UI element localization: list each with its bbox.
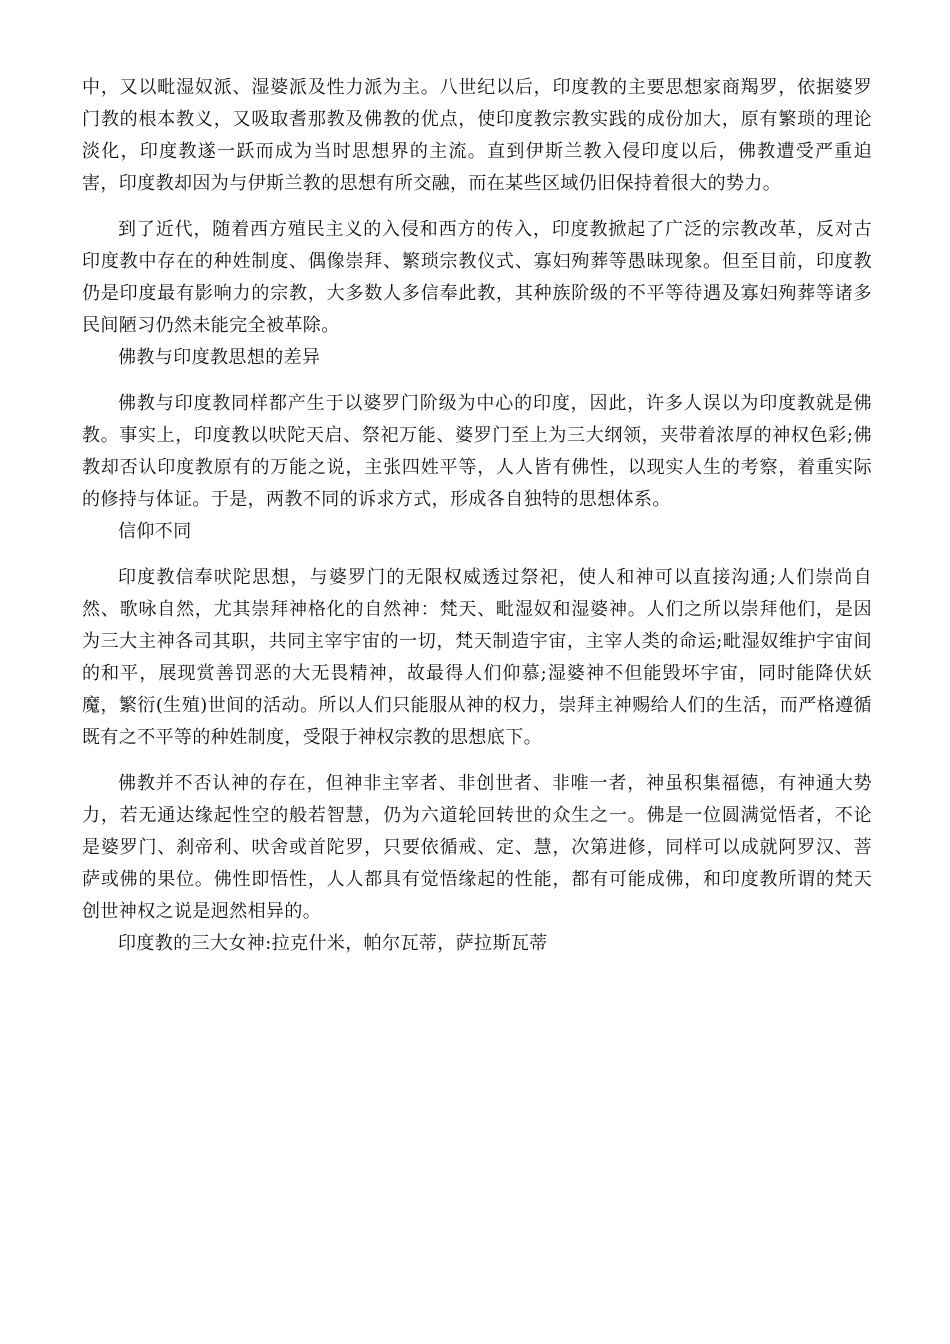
paragraph-buddhist-faith: 佛教并不否认神的存在，但神非主宰者、非创世者、非唯一者，神虽积集福德，有神通大势力，若无通达缘起性空的般若智慧，仍为六道轮回转世的众生之一。佛是一位圆满觉悟者，不论是婆罗门、刹帝利、吠舍或首陀罗，只要依循戒、定、慧，次第进修，同样可以成就阿罗汉、菩萨或佛的果位。佛性即悟性，人人都具有觉悟缘起的性能，都有可能成佛，和印度教所谓的梵天创世神权之说是迥然相异的。 bbox=[82, 773, 872, 922]
paragraph-hinduism-history: 中，又以毗湿奴派、湿婆派及性力派为主。八世纪以后，印度教的主要思想家商羯罗，依据婆罗门教的根本教义，又吸取耆那教及佛教的优点，使印度教宗教实践的成份加大，原有繁琐的理论淡化，印度教遂一跃而成为当时思想界的主流。直到伊斯兰教入侵印度以后，佛教遭受严重迫害，印度教却因为与伊斯兰教的思想有所交融，而在某些区域仍旧保持着很大的势力。 bbox=[82, 77, 872, 194]
paragraph-modern-reform: 到了近代，随着西方殖民主义的入侵和西方的传入，印度教掀起了广泛的宗教改革，反对古印度教中存在的种姓制度、偶像崇拜、繁琐宗教仪式、寡妇殉葬等愚昧现象。但至目前，印度教仍是印度最有影响力的宗教，大多数人多信奉此教，其种族阶级的不平等待遇及寡妇殉葬等诸多民间陋习仍然未能完全被革除。 bbox=[82, 219, 872, 336]
section-heading-goddesses: 印度教的三大女神:拉克什米，帕尔瓦蒂，萨拉斯瓦蒂 bbox=[118, 933, 548, 954]
section-heading-differences: 佛教与印度教思想的差异 bbox=[118, 347, 321, 368]
document-page bbox=[82, 72, 872, 960]
paragraph-differences: 佛教与印度教同样都产生于以婆罗门阶级为中心的印度，因此，许多人误以为印度教就是佛教。事实上，印度教以吠陀天启、祭祀万能、婆罗门至上为三大纲领，夹带着浓厚的神权色彩;佛教却否认印度教原有的万能之说，主张四姓平等，人人皆有佛性，以现实人生的考察，着重实际的修持与体证。于是，两教不同的诉求方式，形成各自独特的思想体系。 bbox=[82, 393, 872, 510]
section-heading-faith: 信仰不同 bbox=[118, 521, 192, 542]
paragraph-hindu-faith: 印度教信奉吠陀思想，与婆罗门的无限权威透过祭祀，使人和神可以直接沟通;人们崇尚自然、歌咏自然，尤其崇拜神格化的自然神：梵天、毗湿奴和湿婆神。人们之所以崇拜他们，是因为三大主神各司其职，共同主宰宇宙的一切，梵天制造宇宙，主宰人类的命运;毗湿奴维护宇宙间的和平，展现赏善罚恶的大无畏精神，故最得人们仰慕;湿婆神不但能毁坏宇宙，同时能降伏妖魔，繁衍(生殖)世间的活动。所以人们只能服从神的权力，崇拜主神赐给人们的生活，而严格遵循既有之不平等的种姓制度，受限于神权宗教的思想底下。 bbox=[82, 567, 872, 748]
